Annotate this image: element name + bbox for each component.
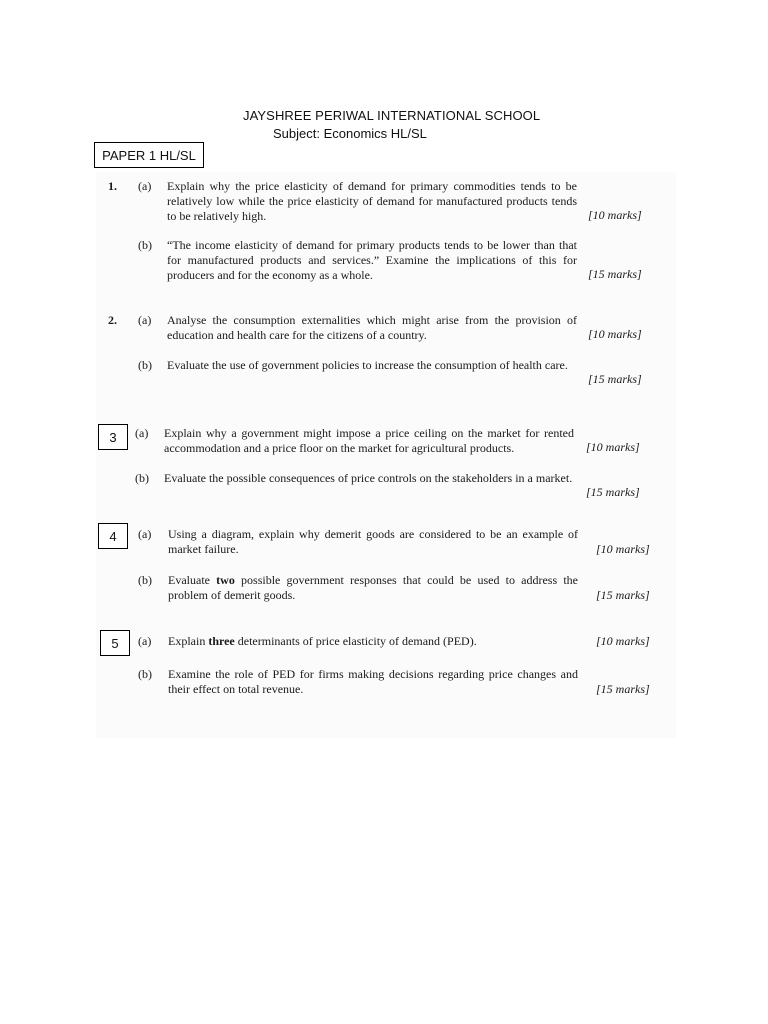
question-number: 1. (108, 179, 117, 193)
part-label: (a) (138, 634, 152, 648)
part-label: (b) (138, 667, 152, 681)
marks: [15 marks] (586, 485, 640, 499)
part-text: Explain why a government might impose a price ceiling on the market for rented accommodation and a price floor on the market for agricultural products. (164, 426, 574, 455)
part-label: (a) (138, 527, 152, 541)
question-number-box: 4 (98, 523, 128, 549)
marks: [10 marks] (588, 327, 642, 341)
marks: [15 marks] (596, 588, 650, 602)
part-label: (b) (135, 471, 149, 485)
part-text: Examine the role of PED for firms making decisions regarding price changes and their effect on total revenue. (168, 667, 578, 696)
part-text: Analyse the consumption externalities which might arise from the provision of education and health care for the citizens of a country. (167, 313, 577, 342)
question-number-box: 5 (100, 630, 130, 656)
school-name: JAYSHREE PERIWAL INTERNATIONAL SCHOOL (243, 108, 541, 123)
part-label: (b) (138, 358, 152, 372)
part-label: (a) (138, 179, 152, 193)
question-number-box: 3 (98, 424, 128, 450)
paper-label: PAPER 1 HL/SL (94, 142, 204, 168)
marks: [15 marks] (596, 682, 650, 696)
part-text: Explain why the price elasticity of demand for primary commodities tends to be relatively low while the price elasticity of demand for manufactured products tends to be relatively high. (167, 179, 577, 223)
part-text: Evaluate the possible consequences of price controls on the stakeholders in a market. (164, 471, 573, 485)
part-text: Evaluate two possible government responses that could be used to address the problem of demerit goods. (168, 573, 578, 602)
marks: [10 marks] (588, 208, 642, 222)
marks: [10 marks] (596, 542, 650, 556)
part-text: Evaluate the use of government policies to increase the consumption of health care. (167, 358, 568, 372)
marks: [10 marks] (586, 440, 640, 454)
marks: [15 marks] (588, 372, 642, 386)
question-number: 2. (108, 313, 117, 327)
subject-title: Subject: Economics HL/SL (273, 126, 427, 141)
part-label: (b) (138, 573, 152, 587)
marks: [15 marks] (588, 267, 642, 281)
part-text: “The income elasticity of demand for primary products tends to be lower than that for manufactured products and services.” Examine the implications of this for producers and for the economy as a whole. (167, 238, 577, 282)
part-text: Using a diagram, explain why demerit goods are considered to be an example of market failure. (168, 527, 578, 556)
part-label: (a) (138, 313, 152, 327)
part-text: Explain three determinants of price elasticity of demand (PED). (168, 634, 477, 648)
emphasis-text: two (216, 573, 235, 587)
part-label: (a) (135, 426, 149, 440)
marks: [10 marks] (596, 634, 650, 648)
emphasis-text: three (208, 634, 235, 648)
part-label: (b) (138, 238, 152, 252)
